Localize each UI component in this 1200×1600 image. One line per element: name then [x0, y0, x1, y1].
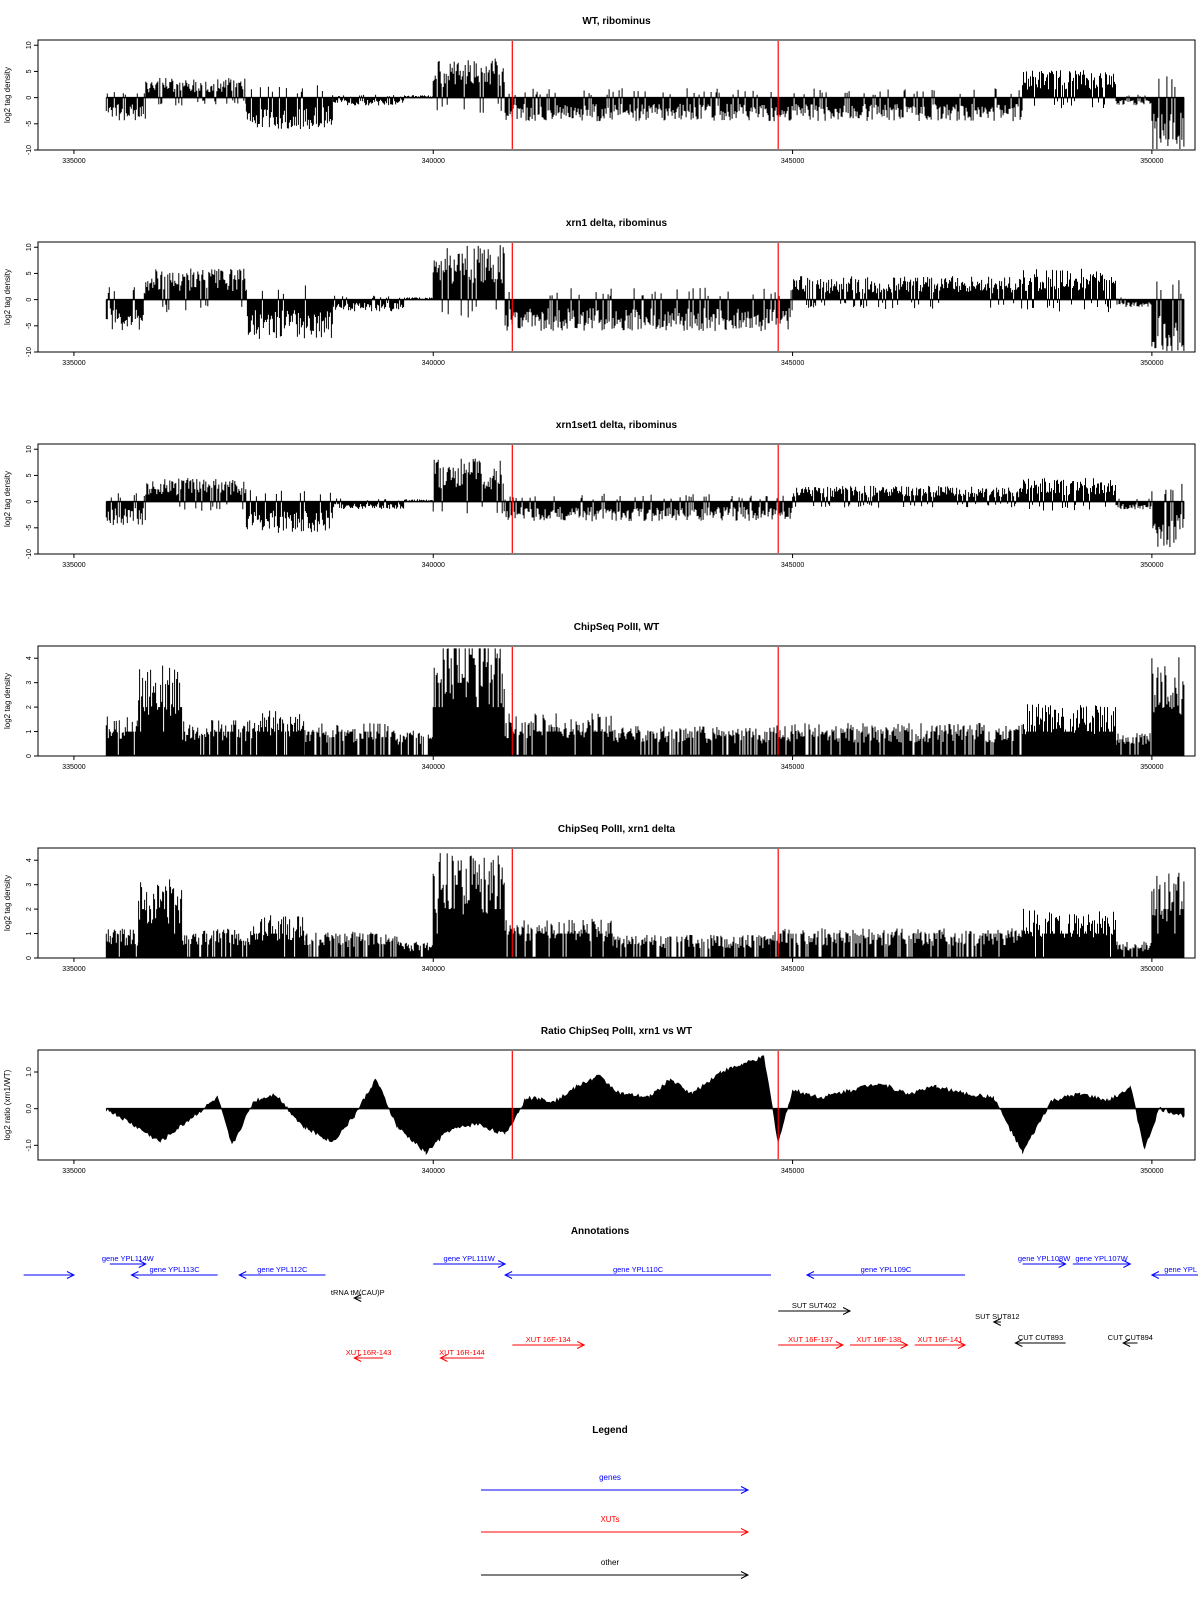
x-tick-label: 340000 — [421, 360, 445, 367]
panel-wt-ribominus — [3, 16, 1195, 165]
feature-label: CUT CUT893 — [1017, 1333, 1064, 1342]
density-bars — [106, 648, 1184, 756]
y-tick-label: 10 — [26, 243, 33, 252]
panel-chipseq-polii-wt — [3, 622, 1195, 771]
y-tick-label: -5 — [26, 524, 33, 531]
y-tick-label: 1.0 — [26, 1067, 33, 1077]
y-tick-label: 0.0 — [26, 1103, 33, 1114]
feature-label: SUT SUT402 — [791, 1301, 837, 1310]
y-tick-label: -1.0 — [26, 1139, 33, 1152]
x-tick-label: 340000 — [421, 966, 445, 973]
feature-label: gene YPL — [1164, 1265, 1198, 1274]
y-tick-label: 4 — [26, 858, 33, 863]
x-tick-label: 350000 — [1140, 1168, 1164, 1175]
x-tick-label: 350000 — [1140, 966, 1164, 973]
x-tick-label: 335000 — [62, 966, 86, 973]
panel-chipseq-polii-xrn1-delta — [3, 824, 1195, 973]
y-tick-label: 0 — [26, 297, 33, 302]
y-tick-label: 0 — [26, 956, 33, 960]
x-tick-label: 340000 — [421, 764, 445, 771]
feature-label: SUT SUT812 — [975, 1312, 1020, 1321]
y-tick-label: -5 — [26, 322, 33, 329]
y-tick-label: -10 — [26, 346, 33, 358]
annotations-title: Annotations — [570, 1226, 630, 1237]
x-tick-label: 345000 — [780, 360, 805, 367]
y-tick-label: 5 — [26, 473, 33, 478]
feature-label: gene YPL110C — [612, 1265, 664, 1274]
x-tick-label: 350000 — [1140, 562, 1164, 569]
y-tick-label: 2 — [26, 907, 33, 912]
y-tick-label: 10 — [26, 41, 33, 50]
feature-label: gene YPL114W — [101, 1254, 154, 1263]
y-tick-label: 3 — [26, 680, 33, 685]
feature-label: XUT 16F-137 — [788, 1335, 833, 1344]
y-tick-label: 2 — [26, 705, 33, 710]
x-tick-label: 345000 — [780, 764, 805, 771]
y-tick-label: 0 — [26, 499, 33, 504]
density-bars — [106, 59, 1184, 149]
y-tick-label: -10 — [26, 144, 33, 156]
y-axis-label: log2 tag density — [3, 672, 12, 730]
x-tick-label: 345000 — [780, 562, 805, 569]
legend-panel — [481, 1425, 748, 1579]
x-tick-label: 350000 — [1140, 764, 1164, 771]
y-tick-label: -10 — [26, 548, 33, 560]
feature-label: gene YPL113C — [149, 1265, 200, 1274]
y-axis-label: log2 tag density — [3, 66, 12, 124]
panel-title: xrn1set1 delta, ribominus — [555, 420, 678, 431]
legend-title: Legend — [592, 1425, 628, 1436]
feature-label: gene YPL109C — [860, 1265, 912, 1274]
legend-label: other — [600, 1558, 620, 1567]
feature-label: XUT 16F-134 — [525, 1335, 571, 1344]
feature-label: gene YPL111W — [443, 1254, 495, 1263]
y-tick-label: 1 — [26, 931, 33, 936]
y-tick-label: 0 — [26, 754, 33, 758]
x-tick-label: 350000 — [1140, 158, 1164, 165]
feature-label: XUT 16F-141 — [917, 1335, 963, 1344]
feature-label: gene YPL107W — [1075, 1254, 1128, 1263]
x-tick-label: 335000 — [62, 562, 86, 569]
y-tick-label: -5 — [26, 120, 33, 127]
panel-title: xrn1 delta, ribominus — [565, 218, 668, 229]
feature-label: CUT CUT894 — [1107, 1333, 1153, 1342]
y-tick-label: 4 — [26, 656, 33, 661]
x-tick-label: 335000 — [62, 764, 86, 771]
density-bars — [106, 459, 1184, 547]
panel-title: WT, ribominus — [582, 16, 651, 27]
y-tick-label: 0 — [26, 95, 33, 100]
feature-label: XUT 16F-138 — [856, 1335, 902, 1344]
panel-ratio-chipseq — [3, 1026, 1195, 1175]
panel-title: Ratio ChipSeq PolII, xrn1 vs WT — [540, 1026, 693, 1037]
x-tick-label: 345000 — [780, 966, 805, 973]
x-tick-label: 340000 — [421, 158, 445, 165]
panel-title: ChipSeq PolII, xrn1 delta — [557, 824, 676, 835]
density-bars — [106, 853, 1184, 958]
y-tick-label: 5 — [26, 271, 33, 276]
x-tick-label: 340000 — [421, 562, 445, 569]
x-tick-label: 340000 — [421, 1168, 445, 1175]
y-tick-label: 5 — [26, 69, 33, 74]
legend-label: XUTs — [600, 1515, 620, 1524]
y-axis-label: log2 tag density — [3, 874, 12, 932]
x-tick-label: 335000 — [62, 1168, 86, 1175]
panel-xrn1-delta-ribominus — [3, 218, 1195, 367]
y-tick-label: 1 — [26, 729, 33, 734]
panel-title: ChipSeq PolII, WT — [573, 622, 660, 633]
x-tick-label: 345000 — [780, 1168, 805, 1175]
y-axis-label: log2 tag density — [3, 268, 12, 326]
y-tick-label: 10 — [26, 445, 33, 454]
feature-label: tRNA tM(CAU)P — [330, 1288, 385, 1297]
feature-label: XUT 16R-143 — [345, 1348, 392, 1357]
y-axis-label: log2 ratio (xrn1/WT) — [3, 1069, 12, 1141]
x-tick-label: 345000 — [780, 158, 805, 165]
y-tick-label: 3 — [26, 882, 33, 887]
legend-label: genes — [599, 1473, 621, 1482]
panel-xrn1set1-delta-ribominus — [3, 420, 1195, 569]
ratio-area — [106, 1056, 1184, 1155]
feature-label: XUT 16R-144 — [439, 1348, 485, 1357]
feature-label: gene YPL112C — [257, 1265, 308, 1274]
feature-label: gene YPL108W — [1017, 1254, 1071, 1263]
annotations-panel — [24, 1226, 1198, 1362]
x-tick-label: 335000 — [62, 360, 86, 367]
density-bars — [106, 245, 1184, 351]
x-tick-label: 350000 — [1140, 360, 1164, 367]
x-tick-label: 335000 — [62, 158, 86, 165]
y-axis-label: log2 tag density — [3, 470, 12, 528]
